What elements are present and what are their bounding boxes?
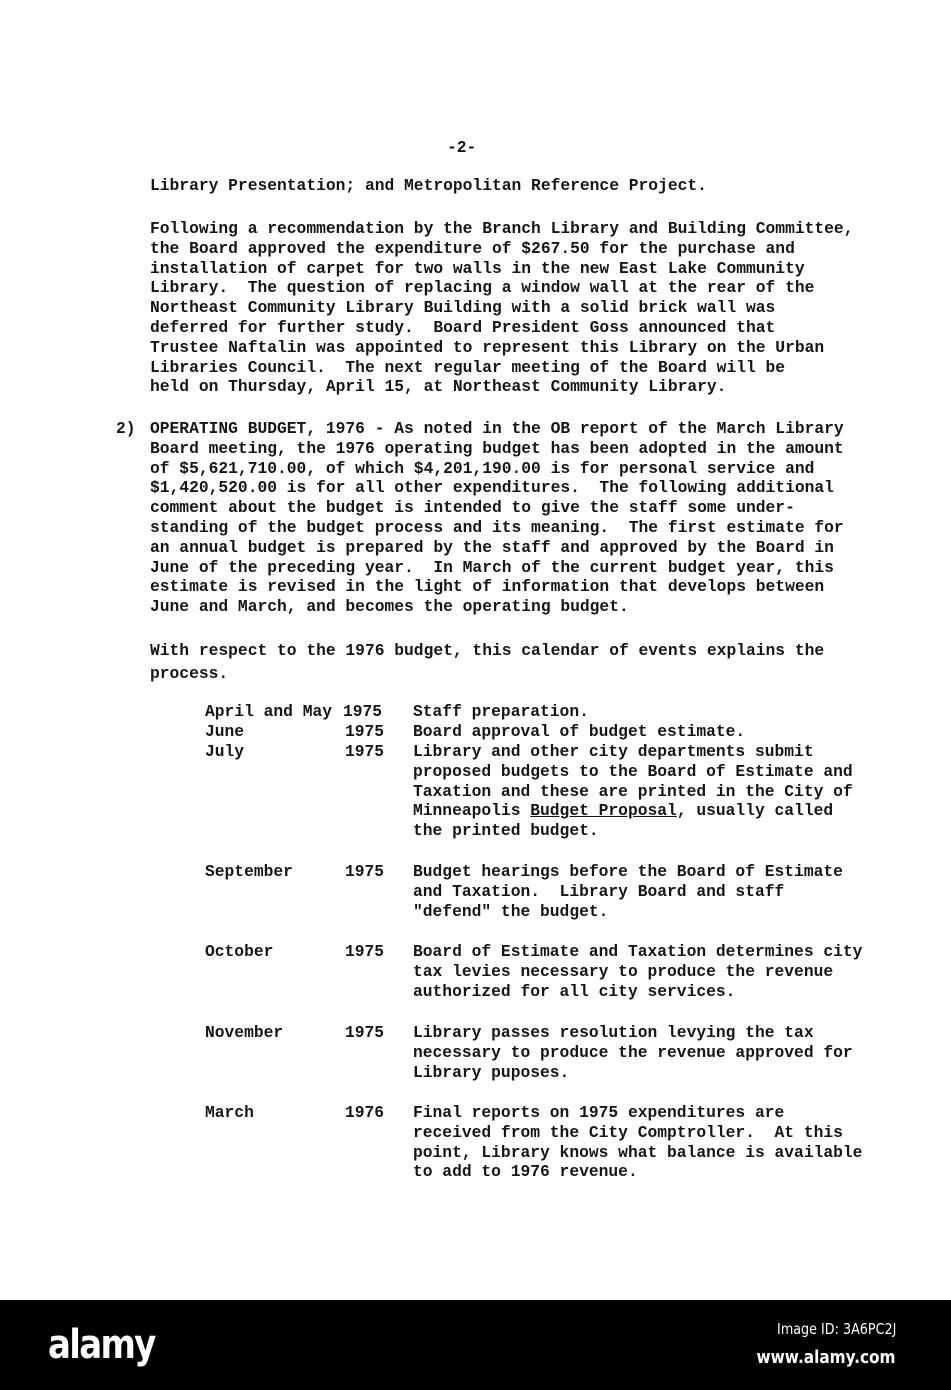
watermark-url: www.alamy.com — [757, 1347, 896, 1368]
calendar-event: Board of Estimate and Taxation determines city tax levies necessary to produce the revenue authorized for all city services. — [413, 942, 863, 1001]
calendar-event: Staff preparation. — [413, 702, 589, 721]
calendar-year: 1975 — [343, 702, 383, 721]
calendar-event: Library passes resolution levying the tax necessary to produce the revenue approved for Library puposes. — [413, 1023, 853, 1082]
event-text: Library and other city departments submit proposed budgets to the Board of Estimate and Taxation and these are printed in the City of Minneapolis — [413, 742, 853, 821]
operating-budget-paragraph: OPERATING BUDGET, 1976 - As noted in the OB report of the March Library Board meeting, the 1976 operating budget has been adopted in the amount of $5,621,710.00, of which $4,201,190.00 is for personal service and $1,420,520.00 is for all other expenditures. The following additional comment about the budget is intended to give the staff some under- standing of the budget process and its meaning. The first estimate for an annual budget is prepared by the staff and approved by the Board in June of the preceding year. In March of the current budget year, this estimate is revised in the light of information that develops between June and March, and becomes the operating budget. — [150, 419, 844, 617]
calendar-year: 1975 — [345, 862, 385, 881]
calendar-year: 1975 — [345, 722, 385, 741]
watermark-bar — [0, 1300, 951, 1390]
item-number: 2) — [116, 419, 136, 438]
calendar-intro: With respect to the 1976 budget, this calendar of events explains the process. — [150, 641, 825, 683]
calendar-event — [413, 742, 853, 841]
budget-proposal-title: Budget Proposal — [530, 801, 677, 821]
calendar-year: 1975 — [345, 942, 385, 961]
calendar-month: September — [205, 862, 293, 881]
calendar-month: March — [205, 1103, 254, 1122]
calendar-month: June — [205, 722, 245, 741]
calendar-event: Final reports on 1975 expenditures are received from the City Comptroller. At this point, Library knows what balance is available to add to 1976 revenue. — [413, 1103, 863, 1182]
calendar-month: November — [205, 1023, 284, 1042]
event-text-tail: , usually called the printed budget. — [413, 801, 834, 841]
calendar-month: July — [205, 742, 245, 761]
calendar-month: April and May — [205, 702, 333, 721]
calendar-event: Budget hearings before the Board of Estimate and Taxation. Library Board and staff "defend" the budget. — [413, 862, 843, 921]
continuation-line: Library Presentation; and Metropolitan Reference Project. — [150, 176, 707, 195]
calendar-month: October — [205, 942, 274, 961]
calendar-event: Board approval of budget estimate. — [413, 722, 746, 741]
image-id: Image ID: 3A6PC2J — [776, 1320, 896, 1338]
page-number: -2- — [447, 138, 477, 157]
calendar-year: 1976 — [345, 1103, 385, 1122]
calendar-year: 1975 — [345, 1023, 385, 1042]
paragraph-board-actions: Following a recommendation by the Branch Library and Building Committee, the Board approved the expenditure of $267.50 for the purchase and installation of carpet for two walls in the new East Lake Community Library. The question of replacing a window wall at the rear of the Northeast Community Library Building with a solid brick wall was deferred for further study. Board President Goss announced that Trustee Naftalin was appointed to represent this Library on the Urban Libraries Council. The next regular meeting of the Board will be held on Thursday, April 15, at Northeast Community Library. — [150, 219, 854, 397]
calendar-year: 1975 — [345, 742, 385, 761]
alamy-logo: alamy — [48, 1322, 155, 1368]
